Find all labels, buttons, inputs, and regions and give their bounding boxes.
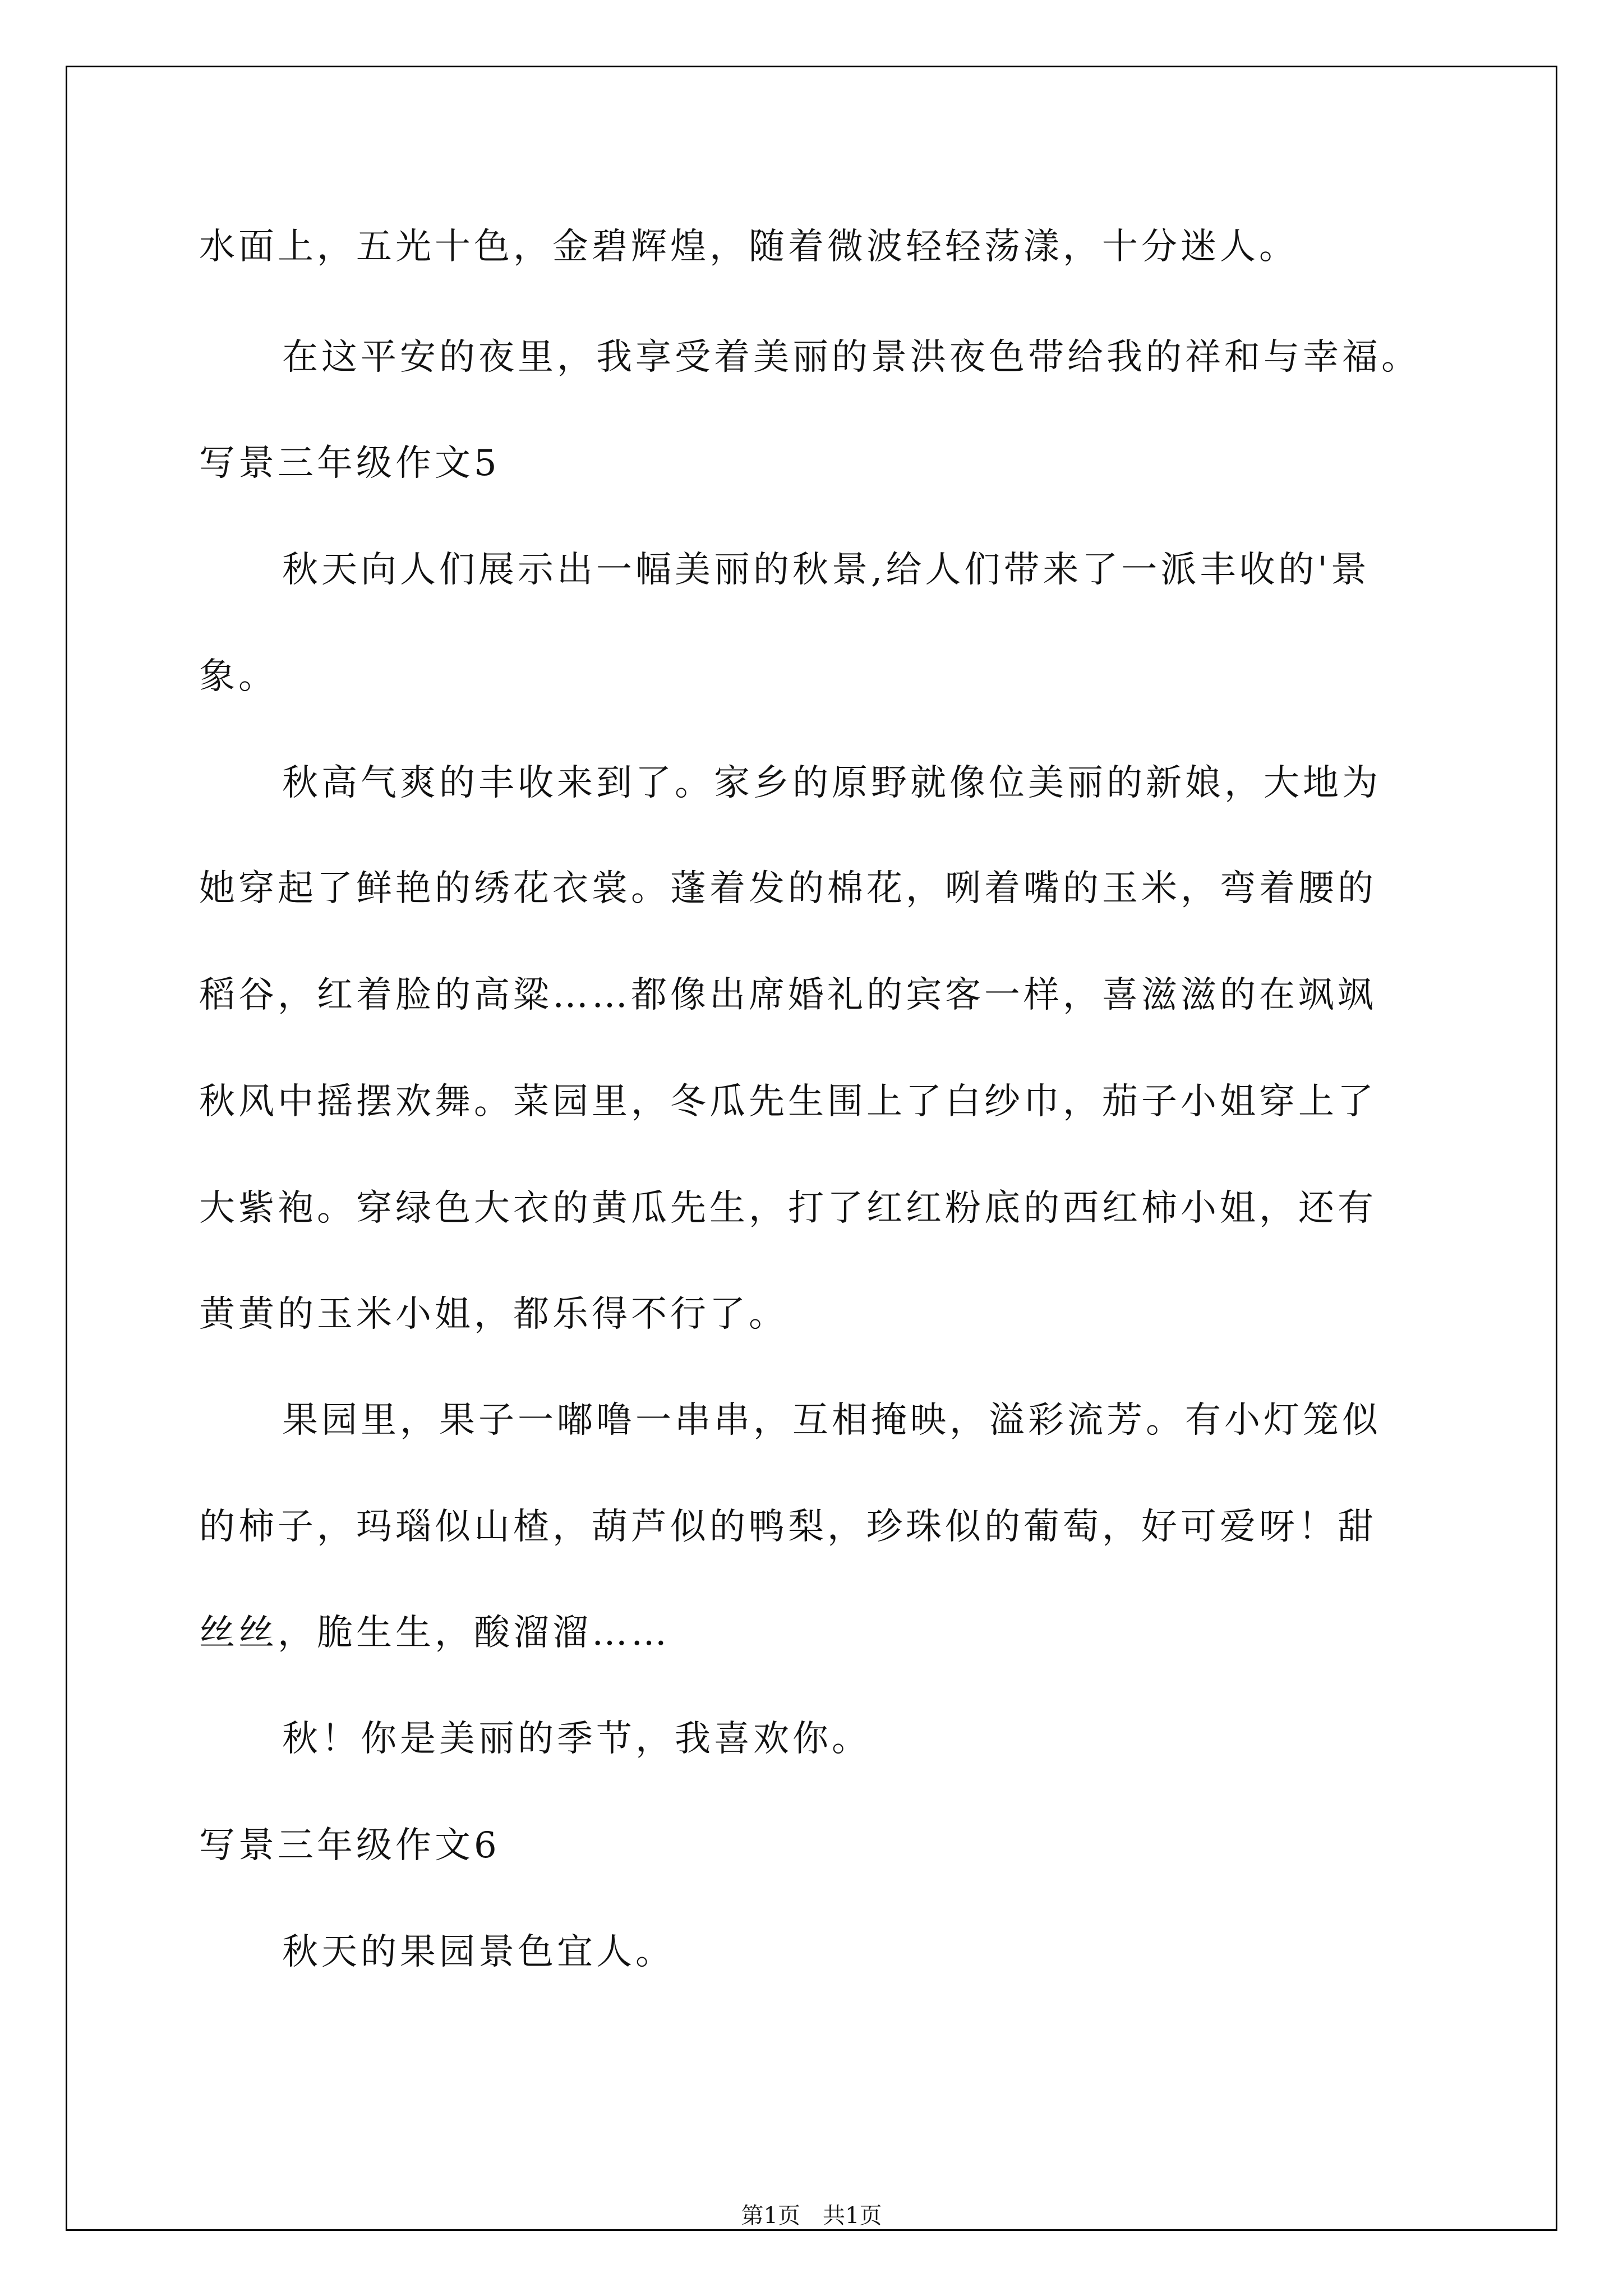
paragraph-line: 秋天向人们展示出一幅美丽的秋景,给人们带来了一派丰收的'景 bbox=[282, 549, 1370, 591]
text-line: 水面上，五光十色，金碧辉煌，随着微波轻轻荡漾，十分迷人。 bbox=[199, 226, 1298, 268]
paragraph-line: 果园里，果子一嘟噜一串串，互相掩映，溢彩流芳。有小灯笼似 bbox=[282, 1400, 1381, 1441]
paragraph-line: 秋高气爽的丰收来到了。家乡的原野就像位美丽的新娘，大地为 bbox=[282, 762, 1381, 804]
text-line: 象。 bbox=[199, 656, 278, 697]
text-line: 丝丝，脆生生，酸溜溜…… bbox=[199, 1612, 670, 1654]
text-line: 稻谷，红着脸的高粱……都像出席婚礼的宾客一样，喜滋滋的在飒飒 bbox=[199, 974, 1377, 1016]
page-number: 第1页 共1页 bbox=[741, 2203, 882, 2229]
text-line: 她穿起了鲜艳的绣花衣裳。蓬着发的棉花，咧着嘴的玉米，弯着腰的 bbox=[199, 868, 1377, 909]
section-heading: 写景三年级作文6 bbox=[199, 1825, 500, 1866]
text-line: 秋风中摇摆欢舞。菜园里，冬瓜先生围上了白纱巾，茄子小姐穿上了 bbox=[199, 1081, 1377, 1122]
paragraph-line: 秋天的果园景色宜人。 bbox=[282, 1931, 675, 1973]
text-line: 黄黄的玉米小姐，都乐得不行了。 bbox=[199, 1294, 788, 1335]
paragraph-line: 秋！你是美丽的季节，我喜欢你。 bbox=[282, 1718, 871, 1760]
section-heading: 写景三年级作文5 bbox=[199, 443, 500, 484]
text-line: 大紫袍。穿绿色大衣的黄瓜先生，打了红红粉底的西红柿小姐，还有 bbox=[199, 1188, 1377, 1229]
paragraph-line: 在这平安的夜里，我享受着美丽的景洪夜色带给我的祥和与幸福。 bbox=[282, 337, 1421, 378]
page-border bbox=[66, 66, 1557, 2231]
text-line: 的柿子，玛瑙似山楂，葫芦似的鸭梨，珍珠似的葡萄，好可爱呀！甜 bbox=[199, 1506, 1377, 1548]
